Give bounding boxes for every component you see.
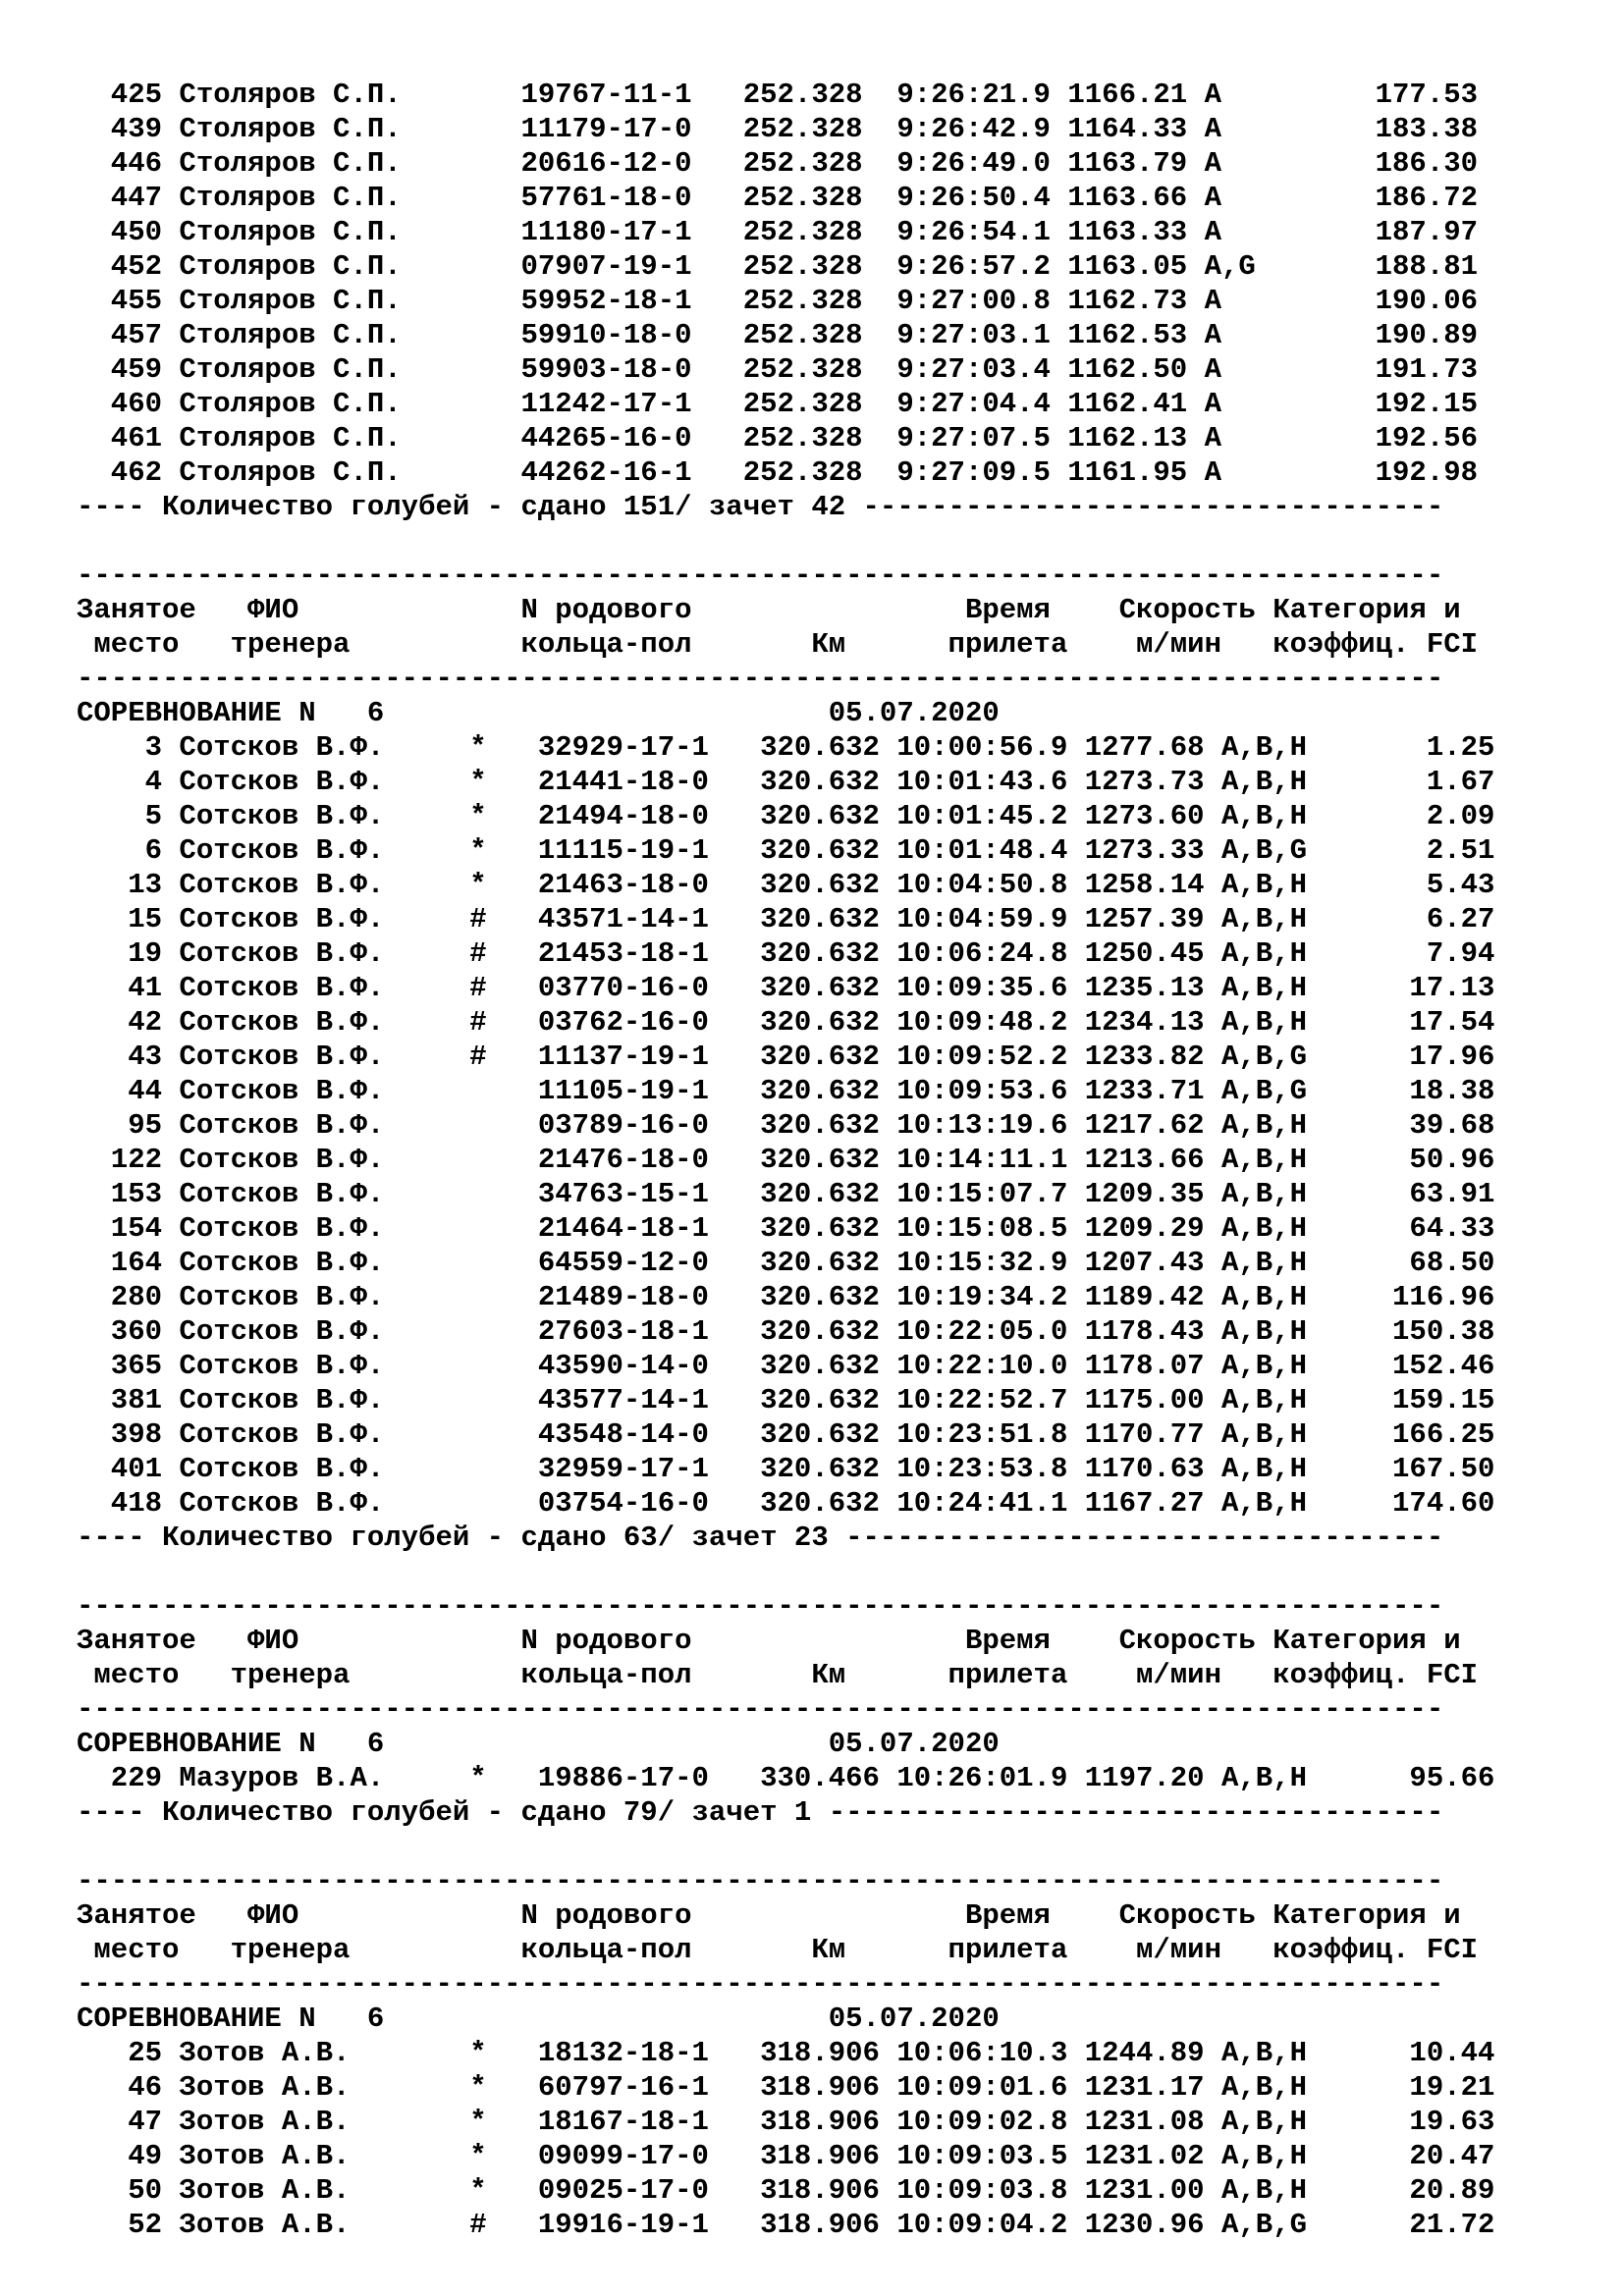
competition-heading: СОРЕВНОВАНИЕ N 6 05.07.2020 — [77, 2002, 1000, 2035]
table-row: 461 Столяров С.П. 44265-16-0 252.328 9:27:07.5 1162.13 A 192.56 — [77, 422, 1479, 454]
summary-line: ---- Количество голубей - сдано 63/ зачет 23 ----------------------------------- — [77, 1522, 1444, 1554]
table-row: 229 Мазуров В.А. * 19886-17-0 330.466 10:26:01.9 1197.20 A,B,H 95.66 — [77, 1762, 1495, 1794]
column-header: Занятое ФИО N родового Время Скорость Категория и — [77, 594, 1461, 626]
table-row: 280 Сотсков В.Ф. 21489-18-0 320.632 10:19:34.2 1189.42 A,B,H 116.96 — [77, 1281, 1495, 1313]
table-row: 425 Столяров С.П. 19767-11-1 252.328 9:26:21.9 1166.21 A 177.53 — [77, 79, 1479, 111]
table-row: 19 Сотсков В.Ф. # 21453-18-1 320.632 10:06:24.8 1250.45 A,B,H 7.94 — [77, 937, 1495, 970]
table-row: 460 Столяров С.П. 11242-17-1 252.328 9:27:04.4 1162.41 A 192.15 — [77, 388, 1479, 420]
table-row: 95 Сотсков В.Ф. 03789-16-0 320.632 10:13:19.6 1217.62 A,B,H 39.68 — [77, 1109, 1495, 1142]
summary-line: ---- Количество голубей - сдано 151/ зачет 42 ---------------------------------- — [77, 491, 1444, 523]
table-row: 452 Столяров С.П. 07907-19-1 252.328 9:26:57.2 1163.05 A,G 188.81 — [77, 250, 1479, 283]
separator-line: -------------------------------------------------------------------------------- — [77, 1865, 1444, 1897]
table-row: 439 Столяров С.П. 11179-17-0 252.328 9:26:42.9 1164.33 A 183.38 — [77, 113, 1479, 145]
separator-line: -------------------------------------------------------------------------------- — [77, 1968, 1444, 2001]
separator-line: -------------------------------------------------------------------------------- — [77, 1590, 1444, 1623]
column-header: место тренера кольца-пол Км прилета м/мин коэффиц. FCI — [77, 1659, 1479, 1691]
table-row: 455 Столяров С.П. 59952-18-1 252.328 9:27:00.8 1162.73 A 190.06 — [77, 285, 1479, 317]
table-row: 3 Сотсков В.Ф. * 32929-17-1 320.632 10:00:56.9 1277.68 A,B,H 1.25 — [77, 731, 1495, 764]
table-row: 47 Зотов А.В. * 18167-18-1 318.906 10:09:02.8 1231.08 A,B,H 19.63 — [77, 2106, 1495, 2138]
table-row: 49 Зотов А.В. * 09099-17-0 318.906 10:09:03.5 1231.02 A,B,H 20.47 — [77, 2140, 1495, 2172]
separator-line: -------------------------------------------------------------------------------- — [77, 663, 1444, 695]
table-row: 52 Зотов А.В. # 19916-19-1 318.906 10:09:04.2 1230.96 A,B,G 21.72 — [77, 2209, 1495, 2241]
table-row: 153 Сотсков В.Ф. 34763-15-1 320.632 10:15:07.7 1209.35 A,B,H 63.91 — [77, 1178, 1495, 1210]
competition-heading: СОРЕВНОВАНИЕ N 6 05.07.2020 — [77, 697, 1000, 729]
blank-line — [77, 524, 1494, 559]
table-row: 446 Столяров С.П. 20616-12-0 252.328 9:26:49.0 1163.79 A 186.30 — [77, 147, 1479, 180]
table-row: 154 Сотсков В.Ф. 21464-18-1 320.632 10:15:08.5 1209.29 A,B,H 64.33 — [77, 1212, 1495, 1245]
summary-line: ---- Количество голубей - сдано 79/ зачет 1 ------------------------------------ — [77, 1796, 1444, 1829]
table-row: 381 Сотсков В.Ф. 43577-14-1 320.632 10:22:52.7 1175.00 A,B,H 159.15 — [77, 1384, 1495, 1416]
results-document — [77, 78, 1494, 2242]
column-header: место тренера кольца-пол Км прилета м/мин коэффиц. FCI — [77, 628, 1479, 661]
table-row: 42 Сотсков В.Ф. # 03762-16-0 320.632 10:09:48.2 1234.13 A,B,H 17.54 — [77, 1006, 1495, 1039]
table-row: 450 Столяров С.П. 11180-17-1 252.328 9:26:54.1 1163.33 A 187.97 — [77, 216, 1479, 248]
table-row: 418 Сотсков В.Ф. 03754-16-0 320.632 10:24:41.1 1167.27 A,B,H 174.60 — [77, 1487, 1495, 1520]
table-row: 398 Сотсков В.Ф. 43548-14-0 320.632 10:23:51.8 1170.77 A,B,H 166.25 — [77, 1418, 1495, 1451]
table-row: 459 Столяров С.П. 59903-18-0 252.328 9:27:03.4 1162.50 A 191.73 — [77, 353, 1479, 386]
table-row: 401 Сотсков В.Ф. 32959-17-1 320.632 10:23:53.8 1170.63 A,B,H 167.50 — [77, 1453, 1495, 1485]
table-row: 44 Сотсков В.Ф. 11105-19-1 320.632 10:09:53.6 1233.71 A,B,G 18.38 — [77, 1075, 1495, 1107]
table-row: 5 Сотсков В.Ф. * 21494-18-0 320.632 10:01:45.2 1273.60 A,B,H 2.09 — [77, 800, 1495, 832]
table-row: 457 Столяров С.П. 59910-18-0 252.328 9:27:03.1 1162.53 A 190.89 — [77, 319, 1479, 351]
separator-line: -------------------------------------------------------------------------------- — [77, 560, 1444, 592]
table-row: 164 Сотсков В.Ф. 64559-12-0 320.632 10:15:32.9 1207.43 A,B,H 68.50 — [77, 1247, 1495, 1279]
table-row: 13 Сотсков В.Ф. * 21463-18-0 320.632 10:04:50.8 1258.14 A,B,H 5.43 — [77, 869, 1495, 901]
table-row: 447 Столяров С.П. 57761-18-0 252.328 9:26:50.4 1163.66 A 186.72 — [77, 182, 1479, 214]
table-row: 4 Сотсков В.Ф. * 21441-18-0 320.632 10:01:43.6 1273.73 A,B,H 1.67 — [77, 766, 1495, 798]
table-row: 462 Столяров С.П. 44262-16-1 252.328 9:27:09.5 1161.95 A 192.98 — [77, 456, 1479, 489]
separator-line: -------------------------------------------------------------------------------- — [77, 1693, 1444, 1726]
table-row: 43 Сотсков В.Ф. # 11137-19-1 320.632 10:09:52.2 1233.82 A,B,G 17.96 — [77, 1041, 1495, 1073]
table-row: 41 Сотсков В.Ф. # 03770-16-0 320.632 10:09:35.6 1235.13 A,B,H 17.13 — [77, 972, 1495, 1004]
table-row: 122 Сотсков В.Ф. 21476-18-0 320.632 10:14:11.1 1213.66 A,B,H 50.96 — [77, 1144, 1495, 1176]
blank-line — [77, 1555, 1494, 1589]
competition-heading: СОРЕВНОВАНИЕ N 6 05.07.2020 — [77, 1728, 1000, 1760]
table-row: 46 Зотов А.В. * 60797-16-1 318.906 10:09:01.6 1231.17 A,B,H 19.21 — [77, 2071, 1495, 2104]
table-row: 360 Сотсков В.Ф. 27603-18-1 320.632 10:22:05.0 1178.43 A,B,H 150.38 — [77, 1315, 1495, 1348]
table-row: 50 Зотов А.В. * 09025-17-0 318.906 10:09:03.8 1231.00 A,B,H 20.89 — [77, 2174, 1495, 2207]
column-header: Занятое ФИО N родового Время Скорость Категория и — [77, 1625, 1461, 1657]
table-row: 6 Сотсков В.Ф. * 11115-19-1 320.632 10:01:48.4 1273.33 A,B,G 2.51 — [77, 834, 1495, 867]
table-row: 25 Зотов А.В. * 18132-18-1 318.906 10:06:10.3 1244.89 A,B,H 10.44 — [77, 2037, 1495, 2069]
table-row: 365 Сотсков В.Ф. 43590-14-0 320.632 10:22:10.0 1178.07 A,B,H 152.46 — [77, 1350, 1495, 1382]
blank-line — [77, 1830, 1494, 1864]
column-header: место тренера кольца-пол Км прилета м/мин коэффиц. FCI — [77, 1934, 1479, 1966]
column-header: Занятое ФИО N родового Время Скорость Категория и — [77, 1899, 1461, 1932]
table-row: 15 Сотсков В.Ф. # 43571-14-1 320.632 10:04:59.9 1257.39 A,B,H 6.27 — [77, 903, 1495, 935]
